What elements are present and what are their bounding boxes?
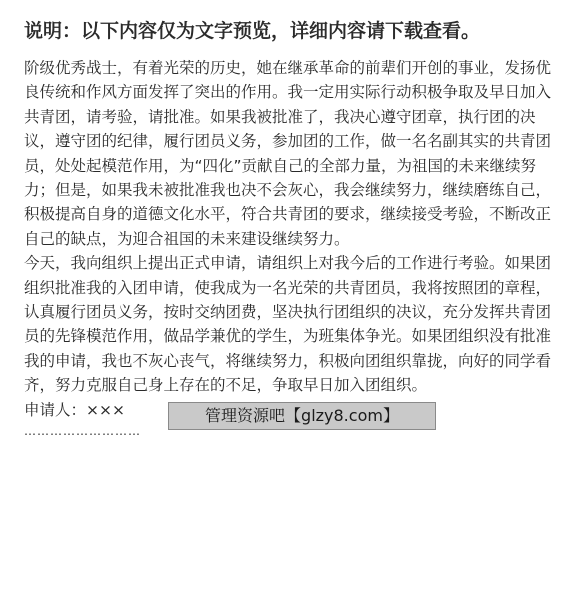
paragraph-2: 今天，我向组织上提出正式申请，请组织上对我今后的工作进行考验。如果团组织批准我的入团申请，使我成为一名光荣的共青团员，我将按照团的章程，认真履行团员义务，按时交纳团费，坚决执行团组织的决议，充分发挥共青团员的先锋模范作用，做品学兼优的学生，为班集体争光。如果团组织没有批准我的申请，我也不灰心丧气，将继续努力，积极向团组织靠拢，向好的同学看齐，努力克服自己身上存在的不足，争取早日加入团组织。 xyxy=(24,254,552,395)
watermark-banner: 管理资源吧【glzy8.com】 xyxy=(168,402,436,430)
applicant-line: 申请人：××× xyxy=(24,400,125,419)
ellipsis-line: ……………………… xyxy=(24,424,141,439)
preview-notice: 说明：以下内容仅为文字预览，详细内容请下载查看。 xyxy=(24,20,481,42)
document-body xyxy=(24,56,552,440)
paragraph-1: 阶级优秀战士，有着光荣的历史，她在继承革命的前辈们开创的事业，发扬优良传统和作风方面发挥了突出的作用。我一定用实际行动积极争取及早日加入共青团，请考验，请批准。如果我被批准了，我决心遵守团章，执行团的决议，遵守团的纪律，履行团员义务，参加团的工作，做一名名副其实的共青团员，处处起模范作用，为“四化”贡献自己的全部力量，为祖国的未来继续努力；但是，如果我未被批准我也决不会灰心，我会继续努力，继续磨练自己，积极提高自身的道德文化水平，符合共青团的要求，继续接受考验，不断改正自己的缺点，为迎合祖国的未来建设继续努力。 xyxy=(24,59,552,248)
